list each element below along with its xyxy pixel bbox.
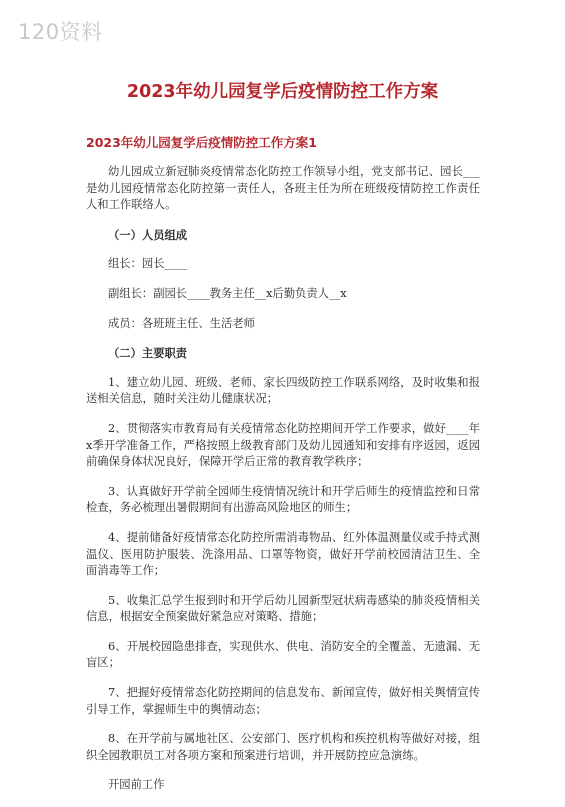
document-title: 2023年幼儿园复学后疫情防控工作方案 [126,82,439,102]
watermark-logo: 120资料 [18,20,103,44]
duty-item-3: 3、认真做好开学前全园师生疫情情况统计和开学后师生的疫情监控和日常检查，务必梳理出暑假期间有出游高风险地区的师生； [86,484,480,515]
paragraph-members: 成员：各班班主任、生活老师 [108,316,255,330]
duty-item-5: 5、收集汇总学生报到时和开学后幼儿园新型冠状病毒感染的肺炎疫情相关信息，根据安全预案做好紧急应对策略、措施； [86,593,480,624]
duty-item-2: 2、贯彻落实市教育局有关疫情常态化防控期间开学工作要求，做好____年x季开学准备工作，严格按照上级教育部门及幼儿园通知和安排有序返园，返园前确保身体状况良好，保障开学后正常的教育教学秩序； [86,421,480,469]
intro-paragraph: 幼儿园成立新冠肺炎疫情常态化防控工作领导小组，党支部书记、园长___是幼儿园疫情常态化防控第一责任人，各班主任为所在班级疫情防控工作责任人和工作联络人。 [86,165,480,212]
duty-item-1: 1、建立幼儿园、班级、老师、家长四级防控工作联系网络，及时收集和报送相关信息，随时关注幼儿健康状况； [86,375,480,406]
paragraph-deputy-leader: 副组长：副园长____教务主任__x后勤负责人__x [108,286,347,300]
paragraph-pre-opening-work: 开园前工作 [108,778,165,792]
paragraph-leader: 组长：园长____ [108,257,188,271]
subheading-duties: （二）主要职责 [108,346,188,361]
document-body [86,164,480,807]
duty-item-8: 8、在开学前与属地社区、公安部门、医疗机构和疾控机构等做好对接，组织全园教职员工对各项方案和预案进行培训，并开展防控应急演练。 [86,732,480,762]
duty-item-4: 4、提前储备好疫情常态化防控所需消毒物品、红外体温测量仪或手持式测温仪、医用防护服装、洗涤用品、口罩等物资，做好开学前校园清洁卫生、全面消毒等工作； [86,530,480,578]
subheading-personnel: （一）人员组成 [108,227,188,242]
duty-item-6: 6、开展校园隐患排查，实现供水、供电、消防安全的全覆盖、无遗漏、无盲区； [86,639,480,670]
section-title: 2023年幼儿园复学后疫情防控工作方案1 [86,135,317,150]
duty-item-7: 7、把握好疫情常态化防控期间的信息发布、新闻宣传，做好相关舆情宣传引导工作，掌握师生中的舆情动态； [86,686,480,716]
